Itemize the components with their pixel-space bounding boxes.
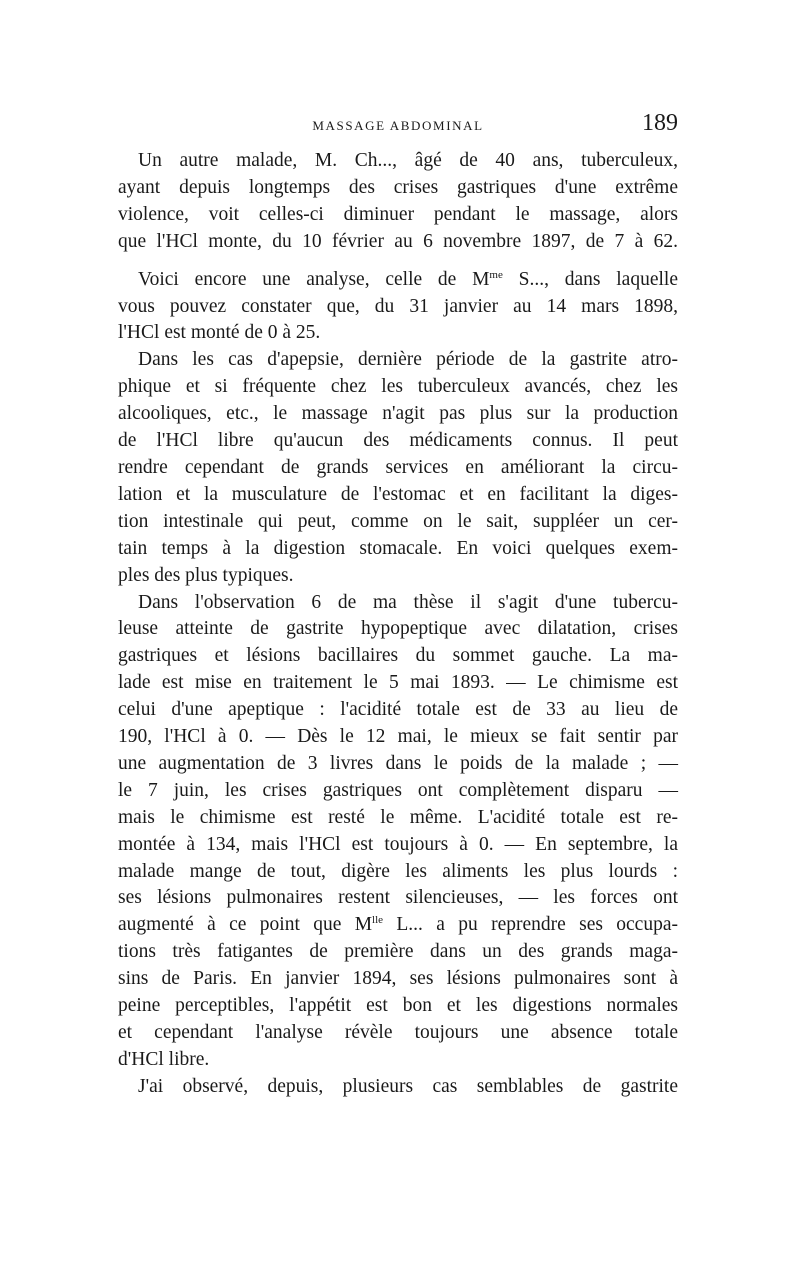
text-line: ples des plus typiques. bbox=[118, 564, 294, 586]
text-line: lation et la musculature de l'estomac et en facilitant la diges- bbox=[118, 483, 678, 505]
text-line: gastriques et lésions bacillaires du sommet gauche. La ma- bbox=[118, 645, 678, 667]
text-line: tion intestinale qui peut, comme on le sait, suppléer un cer- bbox=[118, 510, 678, 532]
text-line: Un autre malade, M. Ch..., âgé de 40 ans, tuberculeux, bbox=[138, 150, 678, 171]
paragraph-3 bbox=[118, 347, 678, 589]
text-line: mais le chimisme est resté le même. L'acidité totale est re- bbox=[118, 806, 678, 828]
text-fragment: Voici encore une analyse, celle de M bbox=[138, 268, 490, 290]
paragraph-4 bbox=[118, 590, 678, 1074]
page-header bbox=[118, 110, 678, 140]
text-line: ses lésions pulmonaires restent silencieuses, — les forces ont bbox=[118, 887, 678, 909]
text-line: vous pouvez constater que, du 31 janvier au 14 mars 1898, bbox=[118, 295, 678, 317]
body-text bbox=[118, 148, 678, 1101]
text-fragment: S..., dans laquelle bbox=[502, 268, 678, 290]
text-line: une augmentation de 3 livres dans le poids de la malade ; — bbox=[118, 752, 678, 774]
text-line: le 7 juin, les crises gastriques ont complètement disparu — bbox=[118, 779, 678, 801]
text-line: Dans les cas d'apepsie, dernière période de la gastrite atro- bbox=[138, 349, 678, 371]
text-line bbox=[118, 267, 678, 294]
text-line: que l'HCl monte, du 10 février au 6 novembre 1897, de 7 à 62. bbox=[118, 230, 678, 252]
paragraph-2 bbox=[118, 267, 678, 348]
running-title: MASSAGE ABDOMINAL bbox=[312, 118, 484, 133]
text-line: l'HCl est monté de 0 à 25. bbox=[118, 322, 321, 344]
text-line: Dans l'observation 6 de ma thèse il s'agit d'une tubercu- bbox=[138, 591, 678, 613]
paragraph-gap bbox=[118, 256, 678, 267]
text-line: tions très fatigantes de première dans un des grands maga- bbox=[118, 941, 678, 963]
text-line: d'HCl libre. bbox=[118, 1048, 210, 1070]
text-line: alcooliques, etc., le massage n'agit pas plus sur la production bbox=[118, 403, 678, 425]
text-line: ayant depuis longtemps des crises gastriques d'une extrême bbox=[118, 176, 678, 198]
paragraph-5 bbox=[118, 1074, 678, 1101]
text-line: J'ai observé, depuis, plusieurs cas semblables de gastrite bbox=[138, 1075, 678, 1097]
text-line bbox=[118, 912, 678, 939]
text-fragment: augmenté à ce point que M bbox=[118, 914, 373, 936]
superscript: lle bbox=[372, 914, 384, 927]
text-line: 190, l'HCl à 0. — Dès le 12 mai, le mieux se fait sentir par bbox=[118, 726, 678, 748]
text-line: malade mange de tout, digère les aliments les plus lourds : bbox=[118, 860, 678, 882]
text-line: violence, voit celles-ci diminuer pendant le massage, alors bbox=[118, 203, 678, 225]
text-line: lade est mise en traitement le 5 mai 1893. — Le chimisme est bbox=[118, 672, 678, 694]
paragraph-1 bbox=[118, 148, 678, 256]
text-line: leuse atteinte de gastrite hypopeptique avec dilatation, crises bbox=[118, 618, 678, 640]
superscript: me bbox=[489, 268, 503, 281]
text-fragment: L... a pu reprendre ses occupa- bbox=[383, 914, 678, 936]
text-line: rendre cependant de grands services en améliorant la circu- bbox=[118, 456, 678, 478]
text-line: phique et si fréquente chez les tuberculeux avancés, chez les bbox=[118, 376, 678, 398]
text-line: montée à 134, mais l'HCl est toujours à 0. — En septembre, la bbox=[118, 833, 678, 855]
text-line: tain temps à la digestion stomacale. En voici quelques exem- bbox=[118, 537, 678, 559]
text-line: de l'HCl libre qu'aucun des médicaments connus. Il peut bbox=[118, 430, 678, 452]
text-line: celui d'une apeptique : l'acidité totale est de 33 au lieu de bbox=[118, 699, 678, 721]
page-number: 189 bbox=[642, 110, 678, 136]
text-line: sins de Paris. En janvier 1894, ses lésions pulmonaires sont à bbox=[118, 968, 678, 990]
text-line: peine perceptibles, l'appétit est bon et les digestions normales bbox=[118, 995, 678, 1017]
text-line: et cependant l'analyse révèle toujours une absence totale bbox=[118, 1022, 678, 1043]
